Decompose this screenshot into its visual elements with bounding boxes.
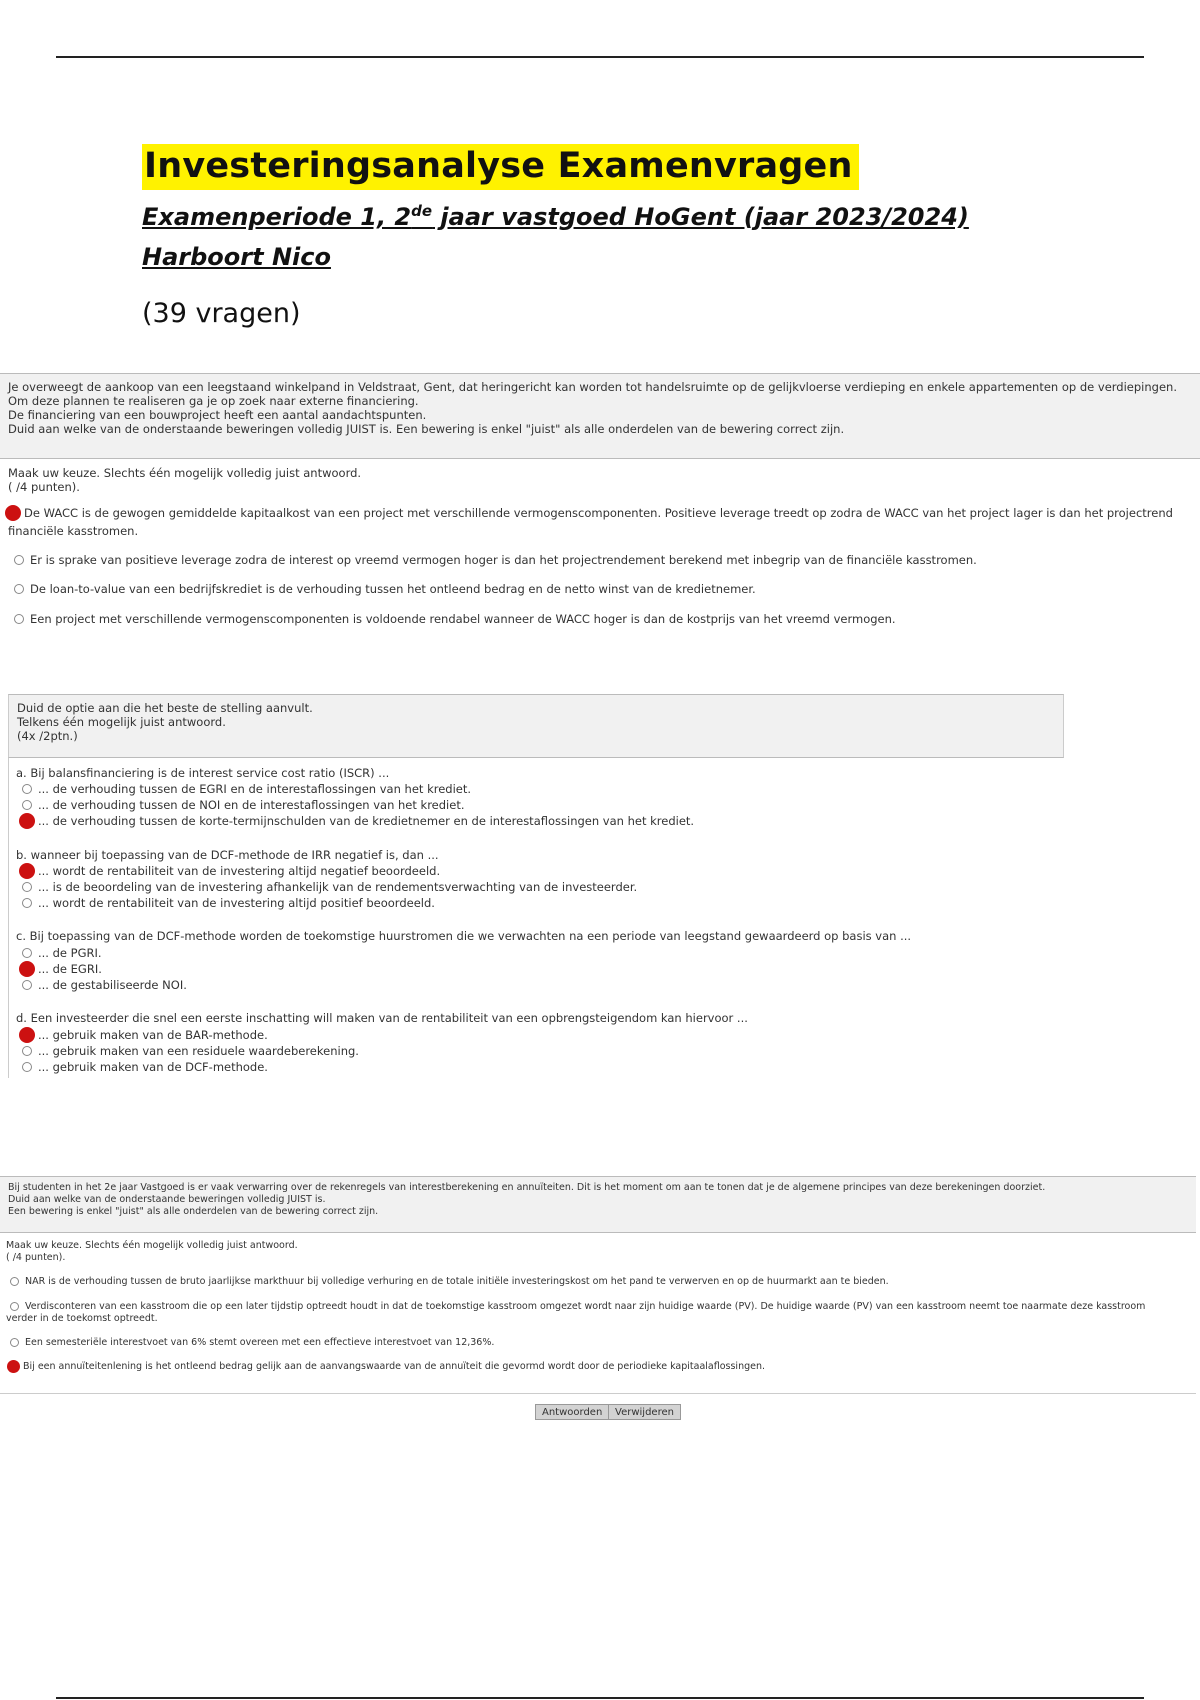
q1-option[interactable] (14, 612, 896, 626)
q2-option[interactable] (22, 1028, 268, 1043)
q3-context-panel (0, 1176, 1196, 1233)
q3-option-continuation: verder in de toekomst optreedt. (6, 1313, 158, 1324)
q2-option-label: ... de verhouding tussen de korte-termijnschulden van de kredietnemer en de interestaflossingen van het krediet. (38, 814, 695, 828)
q2-part-stem: c. Bij toepassing van de DCF-methode worden de toekomstige huurstromen die we verwachten na een periode van leegstand gewaardeerd op basis van ... (16, 929, 912, 943)
q2-option-label: ... de verhouding tussen de NOI en de interestaflossingen van het krediet. (38, 798, 465, 812)
q1-context-line: Duid aan welke van de onderstaande beweringen volledig JUIST is. Een bewering is enkel "juist" als alle onderdelen van de bewering correct zijn. (8, 422, 845, 436)
q2-option-label: ... gebruik maken van de BAR-methode. (38, 1028, 268, 1042)
author-name: Harboort Nico (142, 243, 331, 271)
radio-icon[interactable] (14, 584, 24, 594)
q2-option[interactable] (22, 1060, 268, 1074)
radio-icon[interactable] (10, 1338, 19, 1347)
q2-context-line: (4x /2ptn.) (17, 729, 78, 743)
q1-option-continuation: financiële kasstromen. (8, 524, 139, 538)
q2-context-line: Telkens één mogelijk juist antwoord. (17, 715, 226, 729)
q3-option[interactable] (10, 1337, 494, 1349)
radio-icon[interactable] (14, 614, 24, 624)
document-title: Investeringsanalyse Examenvragen (142, 144, 859, 190)
q2-option-label: ... de verhouding tussen de EGRI en de interestaflossingen van het krediet. (38, 782, 472, 796)
radio-selected-icon[interactable] (7, 1360, 20, 1373)
radio-icon[interactable] (22, 1062, 32, 1072)
q2-part-stem: b. wanneer bij toepassing van de DCF-methode de IRR negatief is, dan ... (16, 848, 439, 862)
q2-option-label: ... de PGRI. (38, 946, 102, 960)
q1-option[interactable] (8, 506, 1173, 521)
q1-context-panel (0, 373, 1200, 459)
top-rule (56, 56, 1144, 58)
q1-context-line: Om deze plannen te realiseren ga je op zoek naar externe financiering. (8, 394, 419, 408)
q2-option-label: ... wordt de rentabiliteit van de investering altijd negatief beoordeeld. (38, 864, 441, 878)
q3-option-label: Verdisconteren van een kasstroom die op een later tijdstip optreedt houdt in dat de toekomstige kasstroom omgezet wordt naar zijn huidige waarde (PV). De huidige waarde (PV) van een kasstroom neemt toe naarmate deze kasstroom (25, 1301, 1146, 1312)
radio-icon[interactable] (22, 1046, 32, 1056)
submit-answers-button[interactable]: Antwoorden (535, 1404, 609, 1420)
radio-selected-icon[interactable] (19, 961, 35, 977)
q3-option-label: Een semesteriële interestvoet van 6% stemt overeen met een effectieve interestvoet van 12,36%. (25, 1337, 495, 1348)
q1-option[interactable] (14, 582, 756, 596)
q3-option[interactable] (10, 1276, 889, 1288)
subtitle-sup: de (411, 202, 433, 220)
radio-icon[interactable] (14, 555, 24, 565)
q2-option-label: ... wordt de rentabiliteit van de investering altijd positief beoordeeld. (38, 896, 435, 910)
q2-option[interactable] (22, 946, 102, 960)
radio-icon[interactable] (22, 800, 32, 810)
q1-option-label: De loan-to-value van een bedrijfskrediet is de verhouding tussen het ontleend bedrag en de netto winst van de kredietnemer. (30, 582, 756, 596)
q3-option-label: NAR is de verhouding tussen de bruto jaarlijkse markthuur bij volledige verhuring en de totale initiële investeringskost om het pand te verwerven en op de huurmarkt aan te bieden. (25, 1276, 889, 1287)
q1-option-label: Er is sprake van positieve leverage zodra de interest op vreemd vermogen hoger is dan het projectrendement berekend met inbegrip van de financiële kasstromen. (30, 553, 977, 567)
q3-divider (0, 1393, 1196, 1394)
q2-option[interactable] (22, 864, 440, 879)
q2-option[interactable] (22, 962, 102, 977)
q2-part-stem: a. Bij balansfinanciering is de interest service cost ratio (ISCR) ... (16, 766, 390, 780)
q2-option-label: ... gebruik maken van de DCF-methode. (38, 1060, 268, 1074)
radio-selected-icon[interactable] (19, 1027, 35, 1043)
q2-option[interactable] (22, 896, 435, 910)
radio-icon[interactable] (22, 784, 32, 794)
q1-context-line: De financiering van een bouwproject heeft een aantal aandachtspunten. (8, 408, 427, 422)
document-subtitle (142, 202, 969, 231)
radio-icon[interactable] (22, 898, 32, 908)
q1-instruction-block (8, 466, 361, 494)
q2-option-label: ... is de beoordeling van de investering afhankelijk van de rendementsverwachting van de investeerder. (38, 880, 638, 894)
q2-option[interactable] (22, 798, 465, 812)
q2-option[interactable] (22, 1044, 359, 1058)
q3-points: ( /4 punten). (6, 1252, 66, 1263)
q1-instruction: Maak uw keuze. Slechts één mogelijk volledig juist antwoord. (8, 466, 362, 480)
q3-option[interactable] (10, 1301, 1145, 1313)
q1-option-label: De WACC is de gewogen gemiddelde kapitaalkost van een project met verschillende vermogenscomponenten. Positieve leverage treedt op zodra de WACC van het project lager is dan het projectrend (24, 506, 1173, 520)
q2-context-panel (8, 694, 1064, 758)
q3-context-line: Duid aan welke van de onderstaande beweringen volledig JUIST is. (8, 1194, 326, 1205)
radio-icon[interactable] (10, 1302, 19, 1311)
q2-option-label: ... de gestabiliseerde NOI. (38, 978, 187, 992)
q3-instruction-block (6, 1240, 298, 1264)
radio-icon[interactable] (10, 1277, 19, 1286)
radio-selected-icon[interactable] (19, 813, 35, 829)
q1-option-label: Een project met verschillende vermogenscomponenten is voldoende rendabel wanneer de WACC hoger is dan de kostprijs van het vreemd vermogen. (30, 612, 896, 626)
q1-option[interactable] (14, 553, 977, 567)
q2-option[interactable] (22, 978, 187, 992)
q2-option-label: ... de EGRI. (38, 962, 102, 976)
q2-option-label: ... gebruik maken van een residuele waardeberekening. (38, 1044, 359, 1058)
subtitle-pre: Examenperiode 1, 2 (142, 203, 412, 231)
q2-part-stem: d. Een investeerder die snel een eerste inschatting will maken van de rentabiliteit van een opbrengsteigendom kan hiervoor ... (16, 1011, 748, 1025)
q1-context-line: Je overweegt de aankoop van een leegstaand winkelpand in Veldstraat, Gent, dat heringericht kan worden tot handelsruimte op de gelijkvloerse verdieping en enkele appartementen op de verdiepingen. (8, 380, 1177, 394)
radio-selected-icon[interactable] (19, 863, 35, 879)
q2-option[interactable] (22, 814, 694, 829)
q2-context-line: Duid de optie aan die het beste de stelling aanvult. (17, 701, 313, 715)
radio-icon[interactable] (22, 980, 32, 990)
subtitle-post: jaar vastgoed HoGent (jaar 2023/2024) (432, 203, 969, 231)
q3-option-label: Bij een annuïteitenlening is het ontleend bedrag gelijk aan de aanvangswaarde van de annuïteit die gevormd wordt door de periodieke kapitaalaflossingen. (23, 1361, 766, 1372)
radio-selected-icon[interactable] (5, 505, 21, 521)
q3-context-line: Bij studenten in het 2e jaar Vastgoed is er vaak verwarring over de rekenregels van interestberekening en annuïteiten. Dit is het moment om aan te tonen dat je de algemene principes van deze berekeningen doorziet. (8, 1182, 1046, 1193)
q1-points: ( /4 punten). (8, 480, 80, 494)
q2-left-border (8, 758, 9, 1078)
radio-icon[interactable] (22, 948, 32, 958)
clear-answers-button[interactable]: Verwijderen (608, 1404, 681, 1420)
q2-option[interactable] (22, 880, 637, 894)
q3-option[interactable] (10, 1361, 765, 1373)
q3-instruction: Maak uw keuze. Slechts één mogelijk volledig juist antwoord. (6, 1240, 298, 1251)
bottom-rule (56, 1697, 1144, 1699)
q3-context-line: Een bewering is enkel "juist" als alle onderdelen van de bewering correct zijn. (8, 1206, 379, 1217)
question-count: (39 vragen) (142, 298, 301, 329)
radio-icon[interactable] (22, 882, 32, 892)
q2-option[interactable] (22, 782, 471, 796)
